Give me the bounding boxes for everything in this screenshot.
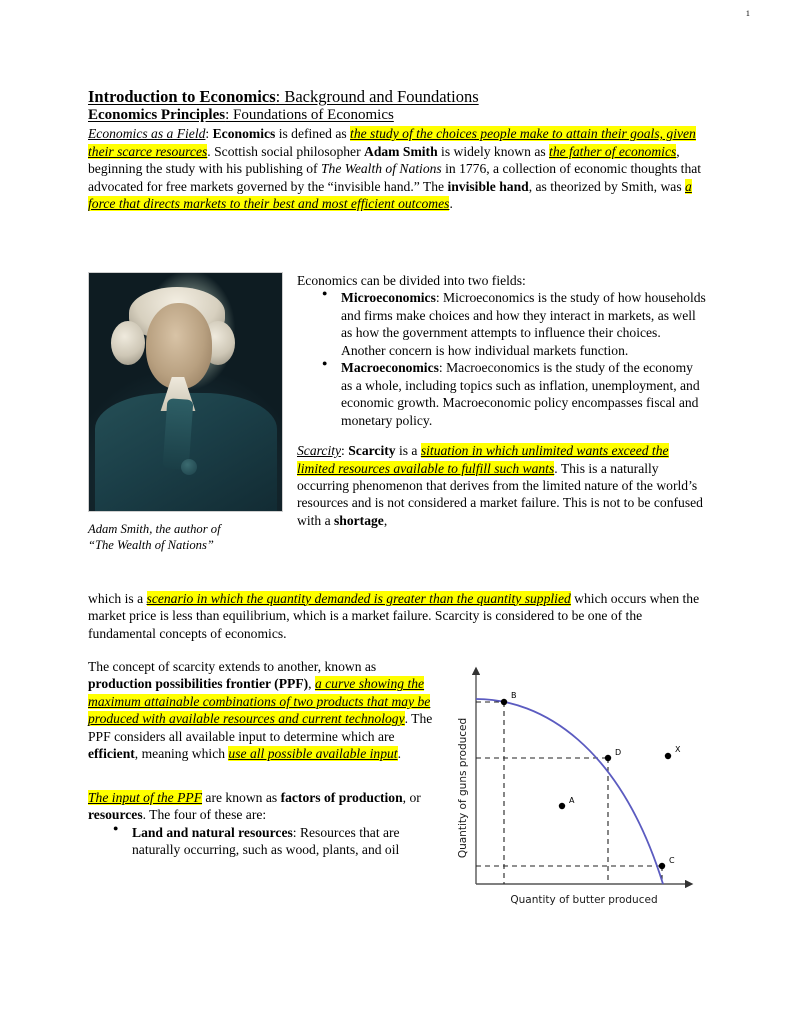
fields-lead-in: Economics can be divided into two fields: — [297, 273, 526, 288]
list-item — [341, 359, 706, 429]
intro-highlight-1: the study of the choices people make to attain their goals, given their scarce resources — [88, 126, 696, 159]
ppf-t5: . — [397, 746, 401, 762]
page-subtitle-bold: Economics Principles — [88, 107, 226, 124]
factors-t3: . The four of these are: — [142, 807, 267, 823]
ppf-t2: , — [308, 676, 315, 692]
scarcity-cont-highlight: scenario in which the quantity demanded is greater than the quantity supplied — [146, 590, 571, 606]
scarcity-b2: shortage — [334, 512, 384, 528]
bullet-term-land: Land and natural resources — [132, 824, 293, 840]
scarcity-b1: Scarcity — [348, 443, 396, 459]
intro-b2: Adam Smith — [364, 143, 438, 159]
ppf-t4: , meaning which — [134, 746, 229, 762]
figure-caption — [88, 521, 285, 553]
figure-adam-smith — [88, 272, 285, 553]
intro-t7: , as theorized by Smith, was — [528, 178, 686, 194]
x-axis-label: Quantity of butter produced — [510, 894, 658, 906]
scarcity-continuation-paragraph — [88, 590, 706, 642]
scarcity-t4: , — [383, 512, 388, 528]
page-subtitle-rest: : Foundations of Economics — [225, 107, 394, 124]
intro-t3: . Scottish social philosopher — [207, 143, 364, 159]
ppf-chart — [452, 658, 702, 908]
intro-t5: , beginning the study with his publishing of — [88, 143, 680, 177]
ppf-chart-svg — [452, 658, 702, 908]
ppf-t3: . The PPF considers all available input to determine which are — [88, 711, 433, 744]
point-d — [605, 755, 611, 761]
scarcity-paragraph — [297, 442, 706, 529]
ppf-paragraph — [88, 658, 438, 763]
scarcity-term: Scarcity — [297, 443, 342, 459]
intro-paragraph — [88, 125, 706, 212]
ppf-highlight-1: a curve showing the maximum attainable combinations of two products that may be produced with available resources and current technology — [88, 676, 431, 727]
bullet-text-macroeconomics: : Macroeconomics is the study of the economy as a whole, including topics such as inflation, unemployment, and economic growth. Macroeconomic policy encompasses fiscal and monetary policy. — [341, 360, 700, 428]
fields-column — [297, 272, 706, 529]
document-header-block — [88, 88, 706, 213]
intro-highlight-3: a force that directs markets to their best and most efficient outcomes — [88, 178, 692, 212]
scarcity-t2: is a — [395, 443, 421, 459]
bullet-term-microeconomics: Microeconomics — [341, 290, 436, 306]
ppf-text-column — [88, 658, 438, 859]
page-title-bold: Introduction to Economics — [88, 87, 276, 106]
ppf-data-points — [501, 691, 681, 869]
point-x — [665, 753, 671, 759]
intro-t1: : — [205, 126, 213, 142]
figure-caption-line-2: “The Wealth of Nations” — [88, 538, 214, 553]
scarcity-highlight-1: situation in which unlimited wants exceed the limited resources available to fulfill such wants — [297, 443, 669, 476]
point-c — [659, 863, 665, 869]
list-item — [132, 824, 438, 859]
page-title — [88, 88, 706, 106]
ppf-highlight-2: use all possible available input — [228, 746, 398, 762]
point-label-a: A — [569, 796, 575, 805]
portrait-wig-left — [111, 321, 145, 365]
guide-lines — [476, 702, 662, 884]
ppf-t1: The concept of scarcity extends to another, known as — [88, 659, 377, 674]
factors-bullet-list — [88, 824, 438, 859]
adam-smith-portrait-image — [88, 272, 283, 512]
point-label-d: D — [615, 748, 622, 757]
bullet-term-macroeconomics: Macroeconomics — [341, 360, 439, 376]
portrait-coat-button — [181, 459, 197, 475]
spacer — [297, 429, 706, 442]
point-label-c: C — [669, 856, 675, 865]
intro-t2: is defined as — [275, 126, 351, 142]
intro-t4: is widely known as — [437, 143, 550, 159]
intro-i1: The Wealth of Nations — [320, 161, 442, 177]
figure-caption-line-1: Adam Smith, the author of — [88, 522, 221, 536]
factors-b1: factors of production — [280, 789, 403, 805]
point-b — [501, 699, 507, 705]
factors-paragraph — [88, 789, 438, 824]
factors-t2: , or — [402, 789, 421, 805]
ppf-b2: efficient — [88, 746, 135, 762]
fields-bullet-list — [297, 289, 706, 429]
scarcity-t1: : — [341, 443, 349, 459]
bullet-text-land: : Resources that are naturally occurring, such as wood, plants, and oil — [132, 824, 400, 858]
page-number: 1 — [745, 8, 750, 18]
scarcity-cont-t1: which is a — [88, 590, 147, 606]
point-label-x: X — [675, 745, 681, 754]
list-item — [341, 289, 706, 359]
factors-t1: are known as — [202, 789, 281, 805]
page-title-rest: : Background and Foundations — [275, 87, 479, 106]
bullet-text-microeconomics: : Microeconomics is the study of how households and firms make choices and how they interact in markets, as well as how the government attempts to influence their choices. Another concern is how individual markets function. — [341, 290, 706, 358]
ppf-b1: production possibilities frontier (PPF) — [88, 676, 309, 692]
intro-b1: Economics — [212, 126, 276, 142]
portrait-face — [146, 303, 212, 389]
factors-b2: resources — [88, 807, 143, 823]
intro-t8: . — [449, 196, 453, 212]
y-axis-label: Quantity of guns produced — [457, 717, 469, 859]
intro-b3: invisible hand — [447, 178, 529, 194]
spacer — [88, 763, 438, 789]
page-subtitle — [88, 107, 706, 124]
intro-t6: in 1776, a collection of economic thoughts that advocated for free markets governed by the “invisible hand.” The — [88, 161, 702, 194]
intro-term: Economics as a Field — [88, 126, 206, 142]
scarcity-cont-t2: which occurs when the market price is less than equilibrium, which is a market failure. Scarcity is considered to be one of the fundamental concepts of economics. — [88, 590, 700, 641]
scarcity-t3: . This is a naturally occurring phenomenon that derives from the limited nature of the world’s resources and is not considered a market failure. This is not to be confused with a — [297, 460, 703, 528]
point-label-b: B — [511, 691, 517, 700]
intro-highlight-2: the father of economics — [549, 143, 677, 159]
point-a — [559, 803, 565, 809]
factors-highlight: The input of the PPF — [88, 789, 203, 805]
